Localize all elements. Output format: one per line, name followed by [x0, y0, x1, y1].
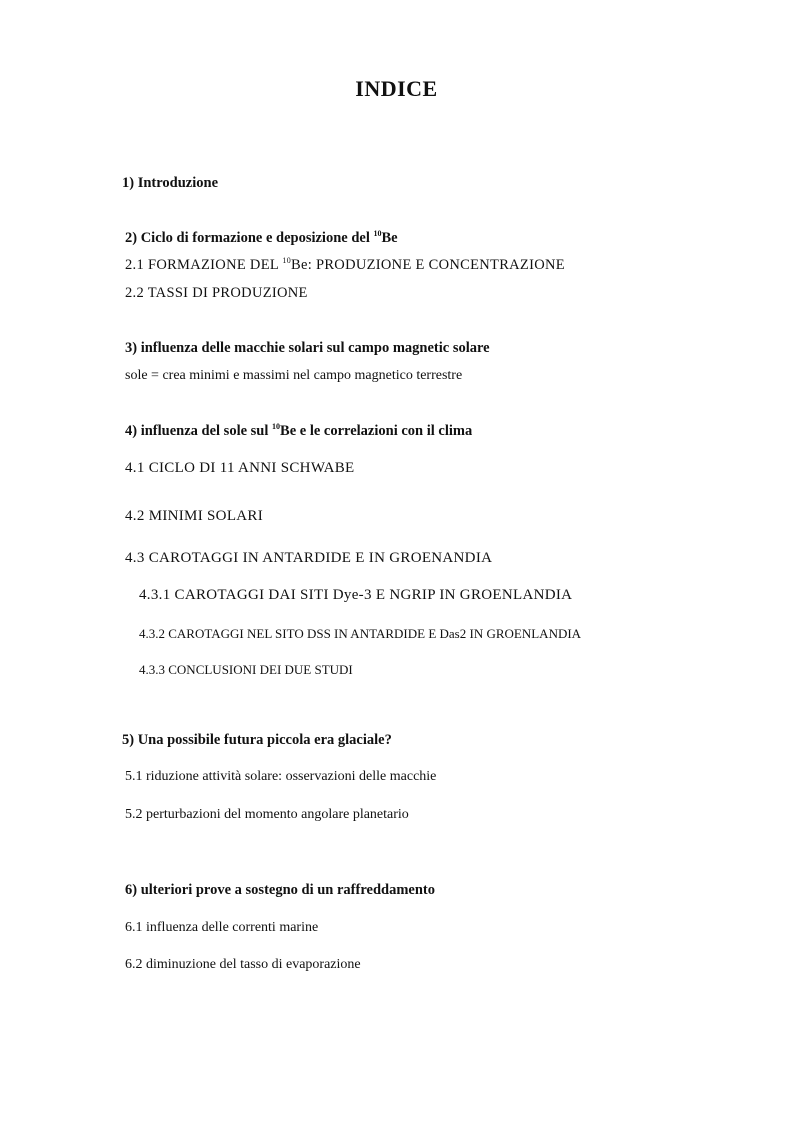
section-5-heading: 5) Una possibile futura piccola era glaciale?	[122, 732, 392, 748]
section-2-heading: 2) Ciclo di formazione e deposizione del $^{10}$Be	[125, 229, 398, 246]
section-1-heading: 1) Introduzione	[122, 175, 219, 191]
item-6-1: 6.1 influenza delle correnti marine	[125, 920, 319, 935]
page-title: INDICE	[355, 76, 438, 101]
item-4-3: 4.3 CAROTAGGI IN ANTARDIDE E IN GROENANDIA	[125, 550, 493, 566]
section-4-heading: 4) influenza del sole sul $^{10}$Be e le correlazioni con il clima	[125, 422, 473, 439]
item-4-3-3: 4.3.3 CONCLUSIONI DEI DUE STUDI	[139, 662, 353, 677]
section-6-heading: 6) ulteriori prove a sostegno di un raffreddamento	[125, 882, 435, 898]
item-3-1: sole = crea minimi e massimi nel campo magnetico terrestre	[125, 368, 463, 383]
item-4-3-2: 4.3.2 CAROTAGGI NEL SITO DSS IN ANTARDIDE E Das2 IN GROENLANDIA	[139, 626, 582, 641]
item-2-1: 2.1 FORMAZIONE DEL $^{10}$Be: PRODUZIONE E CONCENTRAZIONE	[125, 256, 565, 273]
section-3-heading: 3) influenza delle macchie solari sul campo magnetic solare	[125, 340, 490, 356]
item-6-2: 6.2 diminuzione del tasso di evaporazione	[125, 957, 361, 972]
item-4-1: 4.1 CICLO DI 11 ANNI SCHWABE	[125, 460, 355, 476]
item-5-2: 5.2 perturbazioni del momento angolare planetario	[125, 807, 409, 822]
item-4-3-1: 4.3.1 CAROTAGGI DAI SITI Dye-3 E NGRIP IN GROENLANDIA	[139, 587, 573, 603]
item-4-2: 4.2 MINIMI SOLARI	[125, 508, 264, 524]
item-5-1: 5.1 riduzione attività solare: osservazioni delle macchie	[125, 769, 437, 784]
item-2-2: 2.2 TASSI DI PRODUZIONE	[125, 285, 308, 301]
